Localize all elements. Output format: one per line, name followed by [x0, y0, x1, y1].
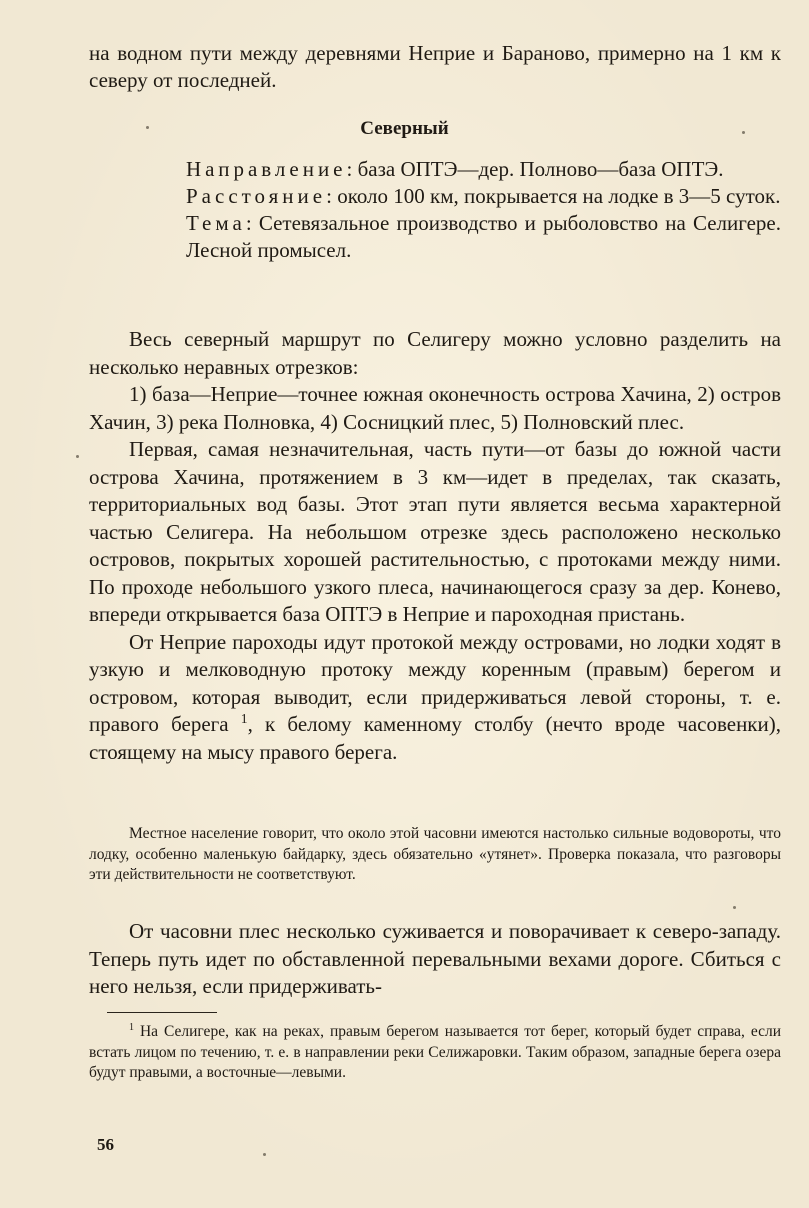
body-paragraph-3: Первая, самая незначительная, часть пути—от базы до южной части острова Хачина, протяжением в 3 км—идет в пределах, так сказать, территориальных вод базы. Этот этап пути является весьма характерной частью Селигера. На небольшом отрезке здесь расположено несколько островов, покрытых хорошей растительностью, с протоками между ними. По проходе небольшого узкого плеса, начинающегося сразу за дер. Конево, впереди открывается база ОПТЭ в Неприе и пароходная пристань.: [89, 437, 781, 626]
main-body-continued: [89, 918, 781, 1001]
direction-text: : база ОПТЭ—дер. Полново—база ОПТЭ.: [346, 157, 724, 181]
body-paragraph-4-part-b: , к белому каменному столбу (нечто вроде часовенки), стоящему на мысу правого берега.: [89, 712, 781, 764]
print-speck: [146, 126, 149, 129]
distance-text: : около 100 км, покрывается на лодке в 3—5 суток.: [326, 184, 781, 208]
route-parameters: [186, 156, 781, 264]
footnote-text: [89, 1022, 781, 1084]
distance-line: [186, 183, 781, 210]
footnote-divider: [107, 1012, 217, 1013]
footnote: [89, 1022, 781, 1084]
direction-label: Направление: [186, 157, 347, 181]
theme-line: [186, 210, 781, 264]
body-paragraph-4: [89, 629, 781, 767]
theme-label: Тема: [186, 211, 246, 235]
section-title: Северный: [360, 118, 449, 139]
page-number: 56: [97, 1135, 114, 1154]
theme-text: : Сетевязальное производство и рыболовство на Селигере. Лесной промысел.: [186, 211, 781, 262]
body-paragraph-1: Весь северный маршрут по Селигеру можно условно разделить на несколько неравных отрезков:: [89, 327, 781, 379]
lead-text: на водном пути между деревнями Неприе и Бараново, примерно на 1 км к северу от последней.: [89, 41, 781, 92]
footnote-reference: 1: [240, 711, 248, 726]
note-text: Местное население говорит, что около этой часовни имеются настолько сильные водовороты, что лодку, особенно маленькую байдарку, здесь обязательно «утянет». Проверка показала, что разговоры эти действительности не соответствуют.: [89, 825, 781, 883]
print-speck: [733, 906, 736, 909]
print-speck: [76, 455, 79, 458]
main-body: [89, 326, 781, 766]
print-speck: [742, 131, 745, 134]
small-print-note: [89, 824, 781, 886]
body-paragraph-5: От часовни плес несколько суживается и поворачивает к северо-западу. Теперь путь идет по обставленной перевальными вехами дороге. Сбиться с него нельзя, если придерживать-: [89, 919, 781, 998]
print-speck: [263, 1153, 266, 1156]
footnote-mark: 1: [129, 1021, 135, 1033]
footnote-body: На Селигере, как на реках, правым берегом называется тот берег, который будет справа, если встать лицом по течению, т. е. в направлении реки Селижаровки. Таким образом, западные берега озера будут правыми, а восточные—левыми.: [89, 1023, 781, 1081]
distance-label: Расстояние: [186, 184, 327, 208]
body-paragraph-4-part-a: От Неприе пароходы идут протокой между островами, но лодки ходят в узкую и мелководную протоку между коренным (правым) берегом и островом, которая выводит, если придерживаться левой стороны, т. е. правого берега: [89, 629, 781, 736]
direction-line: [186, 156, 781, 183]
body-paragraph-2: 1) база—Неприе—точнее южная оконечность острова Хачина, 2) остров Хачин, 3) река Полновка, 4) Сосницкий плес, 5) Полновский плес.: [89, 382, 781, 434]
lead-paragraph: [89, 40, 781, 94]
